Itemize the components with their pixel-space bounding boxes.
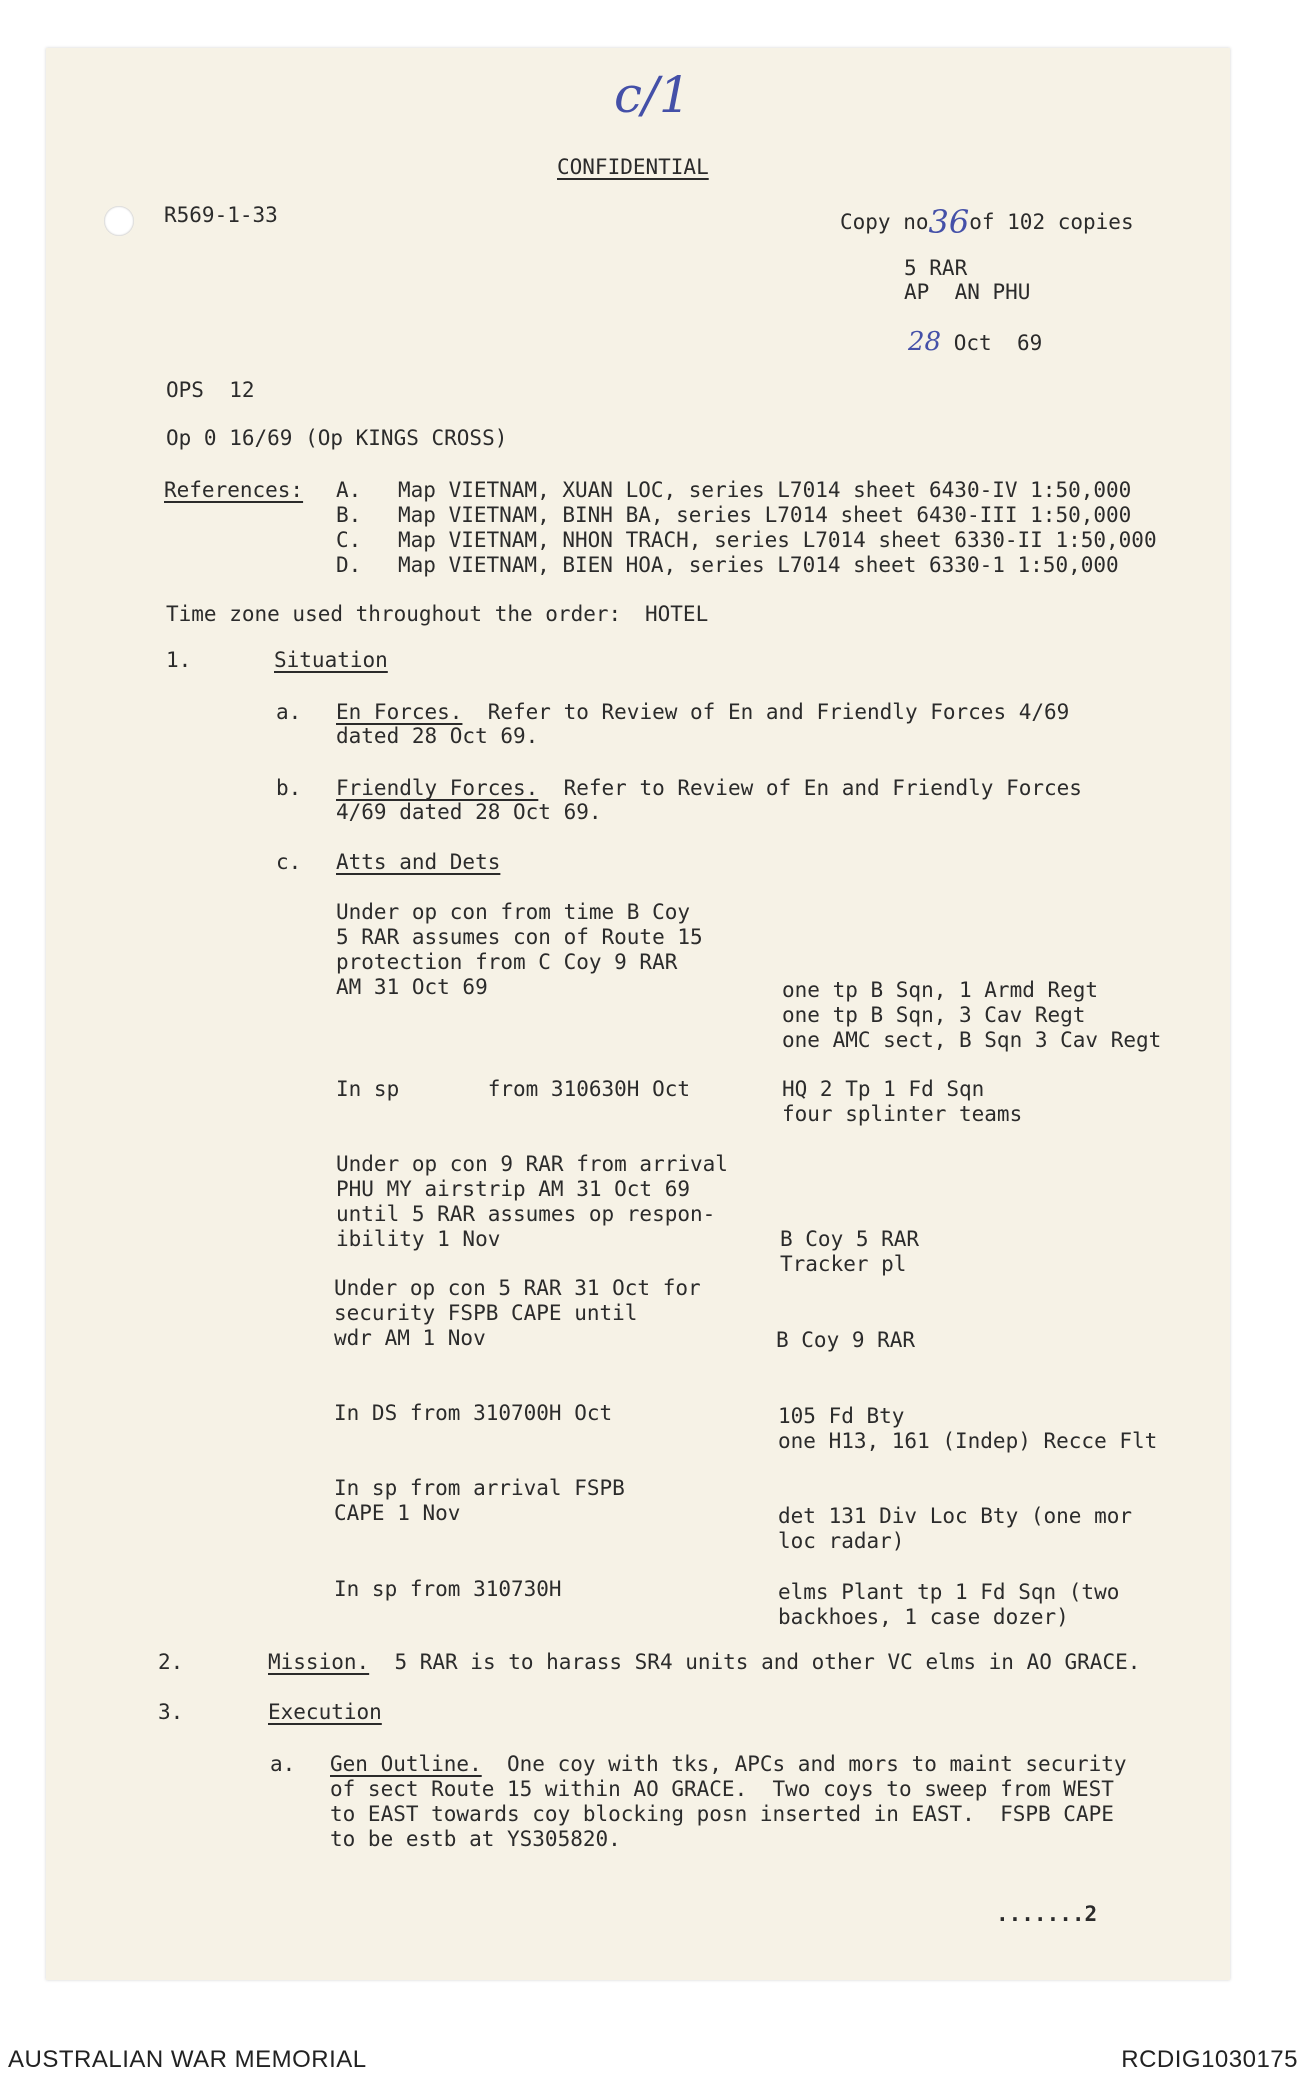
att-unit: B Coy 5 RAR: [780, 1227, 920, 1251]
para-letter: c.: [276, 850, 302, 874]
att-unit: four splinter teams: [782, 1102, 1023, 1126]
att-unit: B Coy 9 RAR: [776, 1328, 916, 1352]
punch-hole: [104, 206, 134, 236]
reference-text: Map VIETNAM, XUAN LOC, series L7014 sheet 6430-IV 1:50,000: [398, 478, 1132, 502]
time-zone-label: Time zone used throughout the order:: [166, 602, 622, 626]
att-unit: det 131 Div Loc Bty (one mor: [778, 1504, 1133, 1528]
time-zone-value: HOTEL: [645, 602, 709, 626]
footer-archive-name: AUSTRALIAN WAR MEMORIAL: [8, 2046, 367, 2073]
para-letter: a.: [276, 700, 302, 724]
att-condition: until 5 RAR assumes op respon-: [336, 1202, 716, 1226]
classification: CONFIDENTIAL: [557, 155, 709, 179]
execution-heading: Execution: [268, 1700, 382, 1724]
att-condition: PHU MY airstrip AM 31 Oct 69: [336, 1177, 691, 1201]
location: AP AN PHU: [904, 280, 1031, 304]
date-day: 28: [908, 327, 942, 357]
att-condition: In sp from 310730H: [334, 1577, 562, 1601]
reference-text: Map VIETNAM, BINH BA, series L7014 sheet 6430-III 1:50,000: [398, 503, 1132, 527]
atts-dets-heading: Atts and Dets: [336, 850, 501, 874]
handwritten-mark: c/1: [614, 66, 691, 124]
en-forces-para: En Forces. Refer to Review of En and Friendly Forces 4/69: [336, 700, 1070, 724]
att-condition: wdr AM 1 Nov: [334, 1326, 486, 1350]
gen-outline-para: Gen Outline. One coy with tks, APCs and mors to maint security: [330, 1752, 1127, 1776]
copy-number-line: Copy no36of 102 copies: [840, 203, 1134, 241]
reference-letter: B.: [336, 503, 362, 527]
mission-para: Mission. 5 RAR is to harass SR4 units and other VC elms in AO GRACE.: [268, 1650, 1141, 1674]
att-condition: CAPE 1 Nov: [334, 1501, 461, 1525]
section-number: 1.: [166, 648, 192, 672]
situation-heading: Situation: [274, 648, 388, 672]
para-letter: a.: [270, 1752, 296, 1776]
footer-record-id: RCDIG1030175: [1121, 2046, 1298, 2073]
att-unit: backhoes, 1 case dozer): [778, 1605, 1069, 1629]
att-condition: Under op con 9 RAR from arrival: [336, 1152, 728, 1176]
att-unit: HQ 2 Tp 1 Fd Sqn: [782, 1077, 985, 1101]
ops-number: OPS 12: [166, 378, 255, 402]
att-unit: 105 Fd Bty: [778, 1404, 905, 1428]
page-continuation: .......2: [996, 1902, 1098, 1926]
references-label: References:: [164, 478, 304, 502]
att-condition: protection from C Coy 9 RAR: [336, 950, 678, 974]
att-unit: elms Plant tp 1 Fd Sqn (two: [778, 1580, 1120, 1604]
unit: 5 RAR: [904, 256, 968, 280]
file-reference: R569-1-33: [164, 203, 278, 227]
att-condition: security FSPB CAPE until: [334, 1301, 638, 1325]
reference-letter: D.: [336, 553, 362, 577]
att-condition: In DS from 310700H Oct: [334, 1401, 613, 1425]
reference-text: Map VIETNAM, NHON TRACH, series L7014 sheet 6330-II 1:50,000: [398, 528, 1157, 552]
friendly-forces-para: Friendly Forces. Refer to Review of En and Friendly Forces: [336, 776, 1082, 800]
att-unit: one tp B Sqn, 1 Armd Regt: [782, 978, 1099, 1002]
att-unit: one H13, 161 (Indep) Recce Flt: [778, 1429, 1158, 1453]
reference-text: Map VIETNAM, BIEN HOA, series L7014 sheet 6330-1 1:50,000: [398, 553, 1119, 577]
copy-number: 36: [928, 203, 970, 241]
order-title: Op 0 16/69 (Op KINGS CROSS): [166, 426, 508, 450]
att-condition: AM 31 Oct 69: [336, 975, 488, 999]
att-unit: one tp B Sqn, 3 Cav Regt: [782, 1003, 1086, 1027]
en-forces-para-line2: dated 28 Oct 69.: [336, 724, 539, 748]
att-condition: 5 RAR assumes con of Route 15: [336, 925, 703, 949]
att-condition: Under op con 5 RAR 31 Oct for: [334, 1276, 701, 1300]
att-condition: Under op con from time B Coy: [336, 900, 691, 924]
order-date: 28 Oct 69: [908, 327, 1043, 357]
att-unit: loc radar): [778, 1529, 905, 1553]
gen-outline-line: to EAST towards coy blocking posn inserted in EAST. FSPB CAPE: [330, 1802, 1114, 1826]
gen-outline-line: to be estb at YS305820.: [330, 1827, 621, 1851]
reference-letter: A.: [336, 478, 362, 502]
att-condition: In sp from 310630H Oct: [336, 1077, 691, 1101]
att-unit: Tracker pl: [780, 1252, 907, 1276]
friendly-forces-para-line2: 4/69 dated 28 Oct 69.: [336, 800, 602, 824]
section-number: 3.: [158, 1700, 184, 1724]
gen-outline-line: of sect Route 15 within AO GRACE. Two coys to sweep from WEST: [330, 1777, 1114, 1801]
para-letter: b.: [276, 776, 302, 800]
att-condition: In sp from arrival FSPB: [334, 1476, 625, 1500]
section-number: 2.: [158, 1650, 184, 1674]
reference-letter: C.: [336, 528, 362, 552]
att-unit: one AMC sect, B Sqn 3 Cav Regt: [782, 1028, 1162, 1052]
att-condition: ibility 1 Nov: [336, 1227, 501, 1251]
